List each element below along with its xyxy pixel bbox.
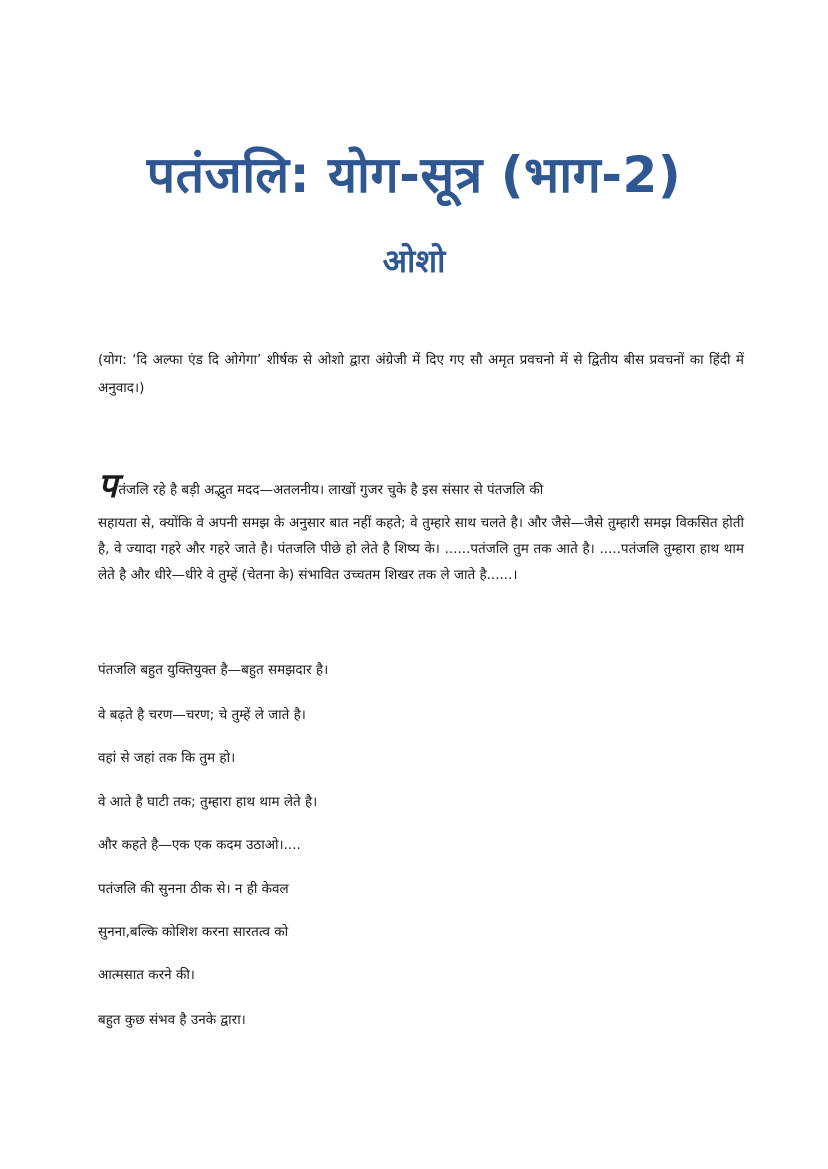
drop-cap: प [98, 466, 118, 506]
verse-line: पतंजलि की सुनना ठीक से। न ही केवल [98, 881, 289, 897]
verse-line: आत्मसात करने की। [98, 967, 195, 983]
verse-line: वहां से जहां तक कि तुम हो। [98, 750, 236, 766]
verse-line: बहुत कुछ संभव है उनके द्वारा। [98, 1012, 246, 1028]
translation-note: (योग: ‘दि अल्फा एंड दि ओगेगा’ शीर्षक से ओशो द्वारा अंग्रेजी में दिए गए सौ अमृत प्रवचनो में से द्वितीय बीस प्रवचनों का हिंदी में अनुवाद।) [98, 352, 744, 396]
page-title: पतंजलि: योग-सूत्र (भाग-2) [146, 146, 682, 204]
verse-line: पंतजलि बहुत युक्तियुक्त है—बहुत समझदार है। [98, 662, 329, 678]
intro-paragraph-body: सहायता से, क्योंकि वे अपनी समझ के अनुसार बात नहीं कहते; वे तुम्हारे साथ चलते है। और जैसे—जैसे तुम्हारी समझ विकसित होती है, वे ज्यादा गहरे और गहरे जाते है। पंतजलि पीछे हो लेते है शिष्य के। ......पतंजलि तुम तक आते है। .....पतंजलि तुम्हारा हाथ थाम लेते है और धीरे—धीरे वे तुम्हें (चेतना के) संभावित उच्चतम शिखर तक ले जाते है......। [98, 515, 744, 583]
intro-first-line [98, 466, 744, 510]
verse-line: और कहते है—एक एक कदम उठाओ।.... [98, 837, 301, 853]
intro-paragraph [98, 466, 744, 588]
verse-line: सुनना,बल्कि कोशिश करना सारतत्व को [98, 924, 289, 940]
intro-first-line-text: तंजलि रहे है बड़ी अद्भुत मदद—अतलनीय। लाखों गुजर चुके है इस संसार से पंतजलि की [118, 482, 544, 498]
verse-line: वे बढ़ते है चरण—चरण; चे तुम्हें ले जाते है। [98, 707, 306, 723]
verse-line: वे आते है घाटी तक; तुम्हारा हाथ थाम लेते है। [98, 794, 318, 810]
author-name: ओशो [382, 242, 446, 280]
